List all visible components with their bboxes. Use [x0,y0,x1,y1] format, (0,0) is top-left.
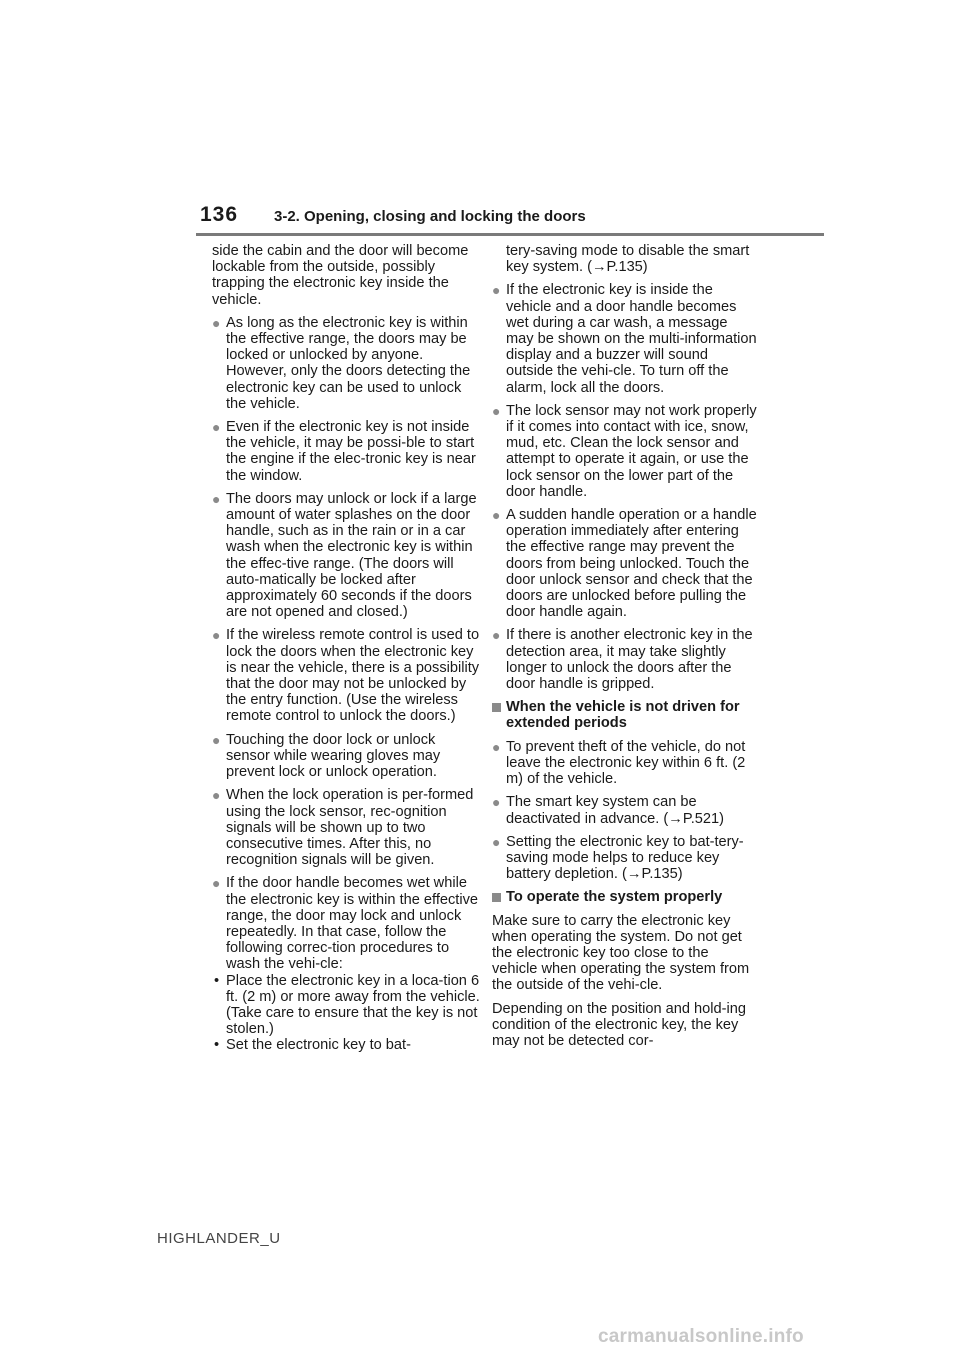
section-heading: To operate the system properly [492,889,757,905]
list-item: ● The smart key system can be deactivated in advance. (→P.521) [492,794,724,827]
small-bullet-icon: • [214,1037,220,1054]
bullet-icon: ● [212,731,221,748]
bullet-icon: ● [492,282,501,299]
bullet-icon: ● [212,419,221,436]
watermark: carmanualsonline.info [598,1326,804,1347]
bullet-icon: ● [492,627,501,644]
sub-list-item: • Set the electronic key to bat- [214,1037,411,1054]
page-number: 136 [200,203,239,226]
list-item: ● Even if the electronic key is not inside the vehicle, it may be possi-ble to start the engine if the elec-tronic key is near the window. [212,419,476,484]
list-item: ● The doors may unlock or lock if a large amount of water splashes on the door handle, such as in the rain or in a car wash when the electronic key is within the effec-tive range. (The doors will auto-matically be locked after approximately 60 seconds if the doors are not opened and closed.) [212,490,477,621]
bullet-icon: ● [492,738,501,755]
list-item: ● When the lock operation is per-formed using the lock sensor, rec-ognition signals will be shown up to two consecutive times. After this, no recognition signals will be given. [212,787,474,869]
bullet-icon: ● [492,794,501,811]
section-heading: When the vehicle is not driven for extended periods [492,699,757,731]
bullet-icon: ● [212,314,221,331]
bullet-icon: ● [212,627,221,644]
left-column [212,243,480,1054]
bullet-icon: ● [212,490,221,507]
continuation-text: side the cabin and the door will become lockable from the outside, possibly trapping the electronic key inside the vehicle. [212,243,469,308]
header-divider [196,233,824,236]
sub-list-item: • Place the electronic key in a loca-tion 6 ft. (2 m) or more away from the vehicle. (Take care to ensure that the key is not stolen.) [214,972,480,1038]
list-item: ● The lock sensor may not work properly if it comes into contact with ice, snow, mud, etc. Clean the lock sensor and attempt to operate it again, or use the lock sensor on the lower part of the door handle. [492,402,757,500]
small-bullet-icon: • [214,972,220,989]
square-bullet-icon [492,703,501,712]
bullet-icon: ● [492,507,501,524]
list-item: ● If there is another electronic key in the detection area, it may take slightly longer to unlock the doors after the door handle is gripped. [492,627,753,693]
list-item: ● If the wireless remote control is used to lock the doors when the electronic key is near the vehicle, there is a possibility that the door may not be unlocked by the entry function. (Use the wireless remote control to unlock the doors.) [212,627,480,725]
list-item: ● A sudden handle operation or a handle operation immediately after entering the effective range may prevent the doors from being unlocked. Touch the door unlock sensor and check that the doors are unlocked before pulling the door handle again. [492,507,757,621]
footer-model: HIGHLANDER_U [157,1230,281,1247]
paragraph: Depending on the position and hold-ing condition of the electronic key, the key may not be detected cor- [492,1000,746,1049]
list-item: ● Touching the door lock or unlock sensor while wearing gloves may prevent lock or unlock operation. [212,731,441,781]
paragraph: Make sure to carry the electronic key when operating the system. Do not get the electronic key too close to the vehicle when operating the system from the outside of the vehi-cle. [492,912,750,994]
right-column [492,243,757,1056]
bullet-icon: ● [212,875,221,892]
bullet-icon: ● [212,787,221,804]
continuation-text: tery-saving mode to disable the smart key system. (→P.135) [506,243,750,276]
list-item: ● If the electronic key is inside the vehicle and a door handle becomes wet during a car wash, a message may be shown on the multi-information display and a buzzer will sound outside the vehi-cle. To turn off the alarm, lock all the doors. [492,282,757,396]
list-item: ● Setting the electronic key to bat-tery-saving mode helps to reduce key battery depletion. (→P.135) [492,833,744,883]
section-title: 3-2. Opening, closing and locking the doors [274,208,586,225]
bullet-icon: ● [492,833,501,850]
list-item: ● If the door handle becomes wet while the electronic key is within the effective range, the door may lock and unlock repeatedly. In that case, follow the following correc-tion procedures to wash the vehi-cle: [212,875,479,973]
bullet-icon: ● [492,402,501,419]
square-bullet-icon [492,893,501,902]
list-item: ● To prevent theft of the vehicle, do not leave the electronic key within 6 ft. (2 m) of the vehicle. [492,738,746,788]
list-item: ● As long as the electronic key is within the effective range, the doors may be locked or unlocked by anyone. However, only the doors detecting the electronic key can be used to unlock the vehicle. [212,314,471,412]
